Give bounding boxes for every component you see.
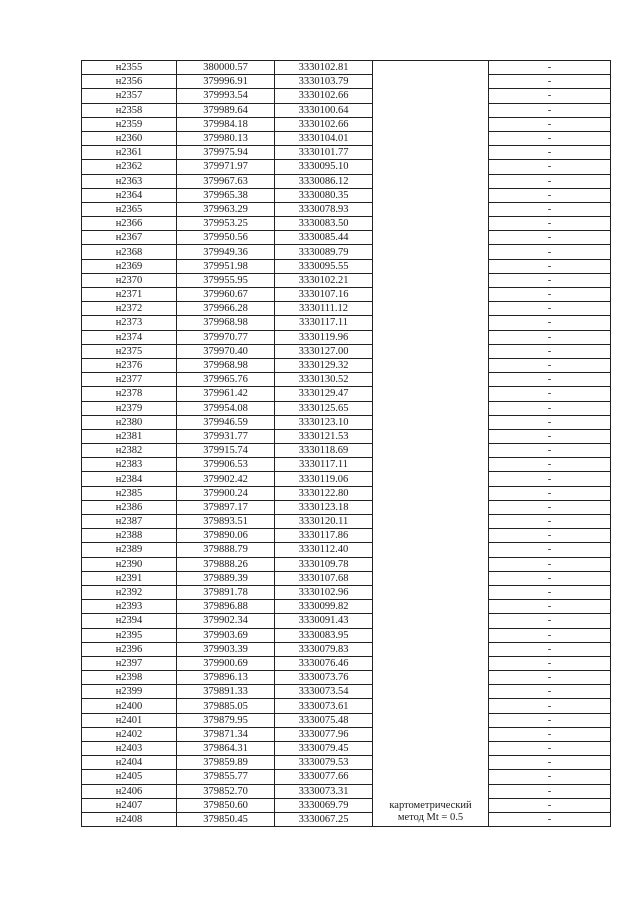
x-coordinate-cell: 379879.95 <box>177 713 275 727</box>
table-row <box>82 529 611 543</box>
dash-cell: - <box>489 160 611 174</box>
dash-cell: - <box>489 500 611 514</box>
dash-cell: - <box>489 174 611 188</box>
y-coordinate-cell: 3330086.12 <box>275 174 373 188</box>
table-row <box>82 117 611 131</box>
dash-cell: - <box>489 529 611 543</box>
table-row <box>82 444 611 458</box>
dash-cell: - <box>489 458 611 472</box>
y-coordinate-cell: 3330117.11 <box>275 316 373 330</box>
table-row <box>82 557 611 571</box>
x-coordinate-cell: 379850.60 <box>177 798 275 812</box>
point-id-cell: н2402 <box>82 727 177 741</box>
table-row <box>82 699 611 713</box>
table-row <box>82 671 611 685</box>
table-row <box>82 188 611 202</box>
y-coordinate-cell: 3330125.65 <box>275 401 373 415</box>
table-row <box>82 642 611 656</box>
point-id-cell: н2395 <box>82 628 177 642</box>
dash-cell: - <box>489 571 611 585</box>
y-coordinate-cell: 3330091.43 <box>275 614 373 628</box>
x-coordinate-cell: 379967.63 <box>177 174 275 188</box>
table-row <box>82 571 611 585</box>
x-coordinate-cell: 379980.13 <box>177 131 275 145</box>
dash-cell: - <box>489 89 611 103</box>
dash-cell: - <box>489 415 611 429</box>
method-line-1: картометрический <box>389 800 472 812</box>
y-coordinate-cell: 3330067.25 <box>275 812 373 826</box>
dash-cell: - <box>489 444 611 458</box>
table-row <box>82 358 611 372</box>
table-row <box>82 614 611 628</box>
dash-cell: - <box>489 387 611 401</box>
x-coordinate-cell: 379946.59 <box>177 415 275 429</box>
table-row <box>82 288 611 302</box>
point-id-cell: н2368 <box>82 245 177 259</box>
dash-cell: - <box>489 515 611 529</box>
point-id-cell: н2389 <box>82 543 177 557</box>
dash-cell: - <box>489 401 611 415</box>
y-coordinate-cell: 3330085.44 <box>275 231 373 245</box>
x-coordinate-cell: 379891.33 <box>177 685 275 699</box>
x-coordinate-cell: 379970.40 <box>177 344 275 358</box>
x-coordinate-cell: 379906.53 <box>177 458 275 472</box>
dash-cell: - <box>489 628 611 642</box>
dash-cell: - <box>489 671 611 685</box>
point-id-cell: н2387 <box>82 515 177 529</box>
y-coordinate-cell: 3330073.76 <box>275 671 373 685</box>
y-coordinate-cell: 3330130.52 <box>275 373 373 387</box>
x-coordinate-cell: 379955.95 <box>177 273 275 287</box>
y-coordinate-cell: 3330102.96 <box>275 585 373 599</box>
point-id-cell: н2391 <box>82 571 177 585</box>
x-coordinate-cell: 379902.42 <box>177 472 275 486</box>
y-coordinate-cell: 3330079.45 <box>275 742 373 756</box>
point-id-cell: н2399 <box>82 685 177 699</box>
point-id-cell: н2367 <box>82 231 177 245</box>
x-coordinate-cell: 379954.08 <box>177 401 275 415</box>
x-coordinate-cell: 379852.70 <box>177 784 275 798</box>
y-coordinate-cell: 3330080.35 <box>275 188 373 202</box>
y-coordinate-cell: 3330112.40 <box>275 543 373 557</box>
x-coordinate-cell: 379963.29 <box>177 202 275 216</box>
point-id-cell: н2394 <box>82 614 177 628</box>
point-id-cell: н2405 <box>82 770 177 784</box>
y-coordinate-cell: 3330083.95 <box>275 628 373 642</box>
y-coordinate-cell: 3330121.53 <box>275 429 373 443</box>
dash-cell: - <box>489 699 611 713</box>
dash-cell: - <box>489 614 611 628</box>
x-coordinate-cell: 379889.39 <box>177 571 275 585</box>
table-row <box>82 628 611 642</box>
y-coordinate-cell: 3330107.68 <box>275 571 373 585</box>
point-id-cell: н2360 <box>82 131 177 145</box>
y-coordinate-cell: 3330099.82 <box>275 600 373 614</box>
x-coordinate-cell: 379953.25 <box>177 217 275 231</box>
y-coordinate-cell: 3330104.01 <box>275 131 373 145</box>
y-coordinate-cell: 3330078.93 <box>275 202 373 216</box>
table-row <box>82 756 611 770</box>
table-row <box>82 401 611 415</box>
y-coordinate-cell: 3330109.78 <box>275 557 373 571</box>
table-row <box>82 174 611 188</box>
point-id-cell: н2382 <box>82 444 177 458</box>
dash-cell: - <box>489 812 611 826</box>
dash-cell: - <box>489 103 611 117</box>
table-row <box>82 415 611 429</box>
x-coordinate-cell: 379960.67 <box>177 288 275 302</box>
table-row <box>82 103 611 117</box>
point-id-cell: н2379 <box>82 401 177 415</box>
table-row <box>82 486 611 500</box>
dash-cell: - <box>489 472 611 486</box>
table-row <box>82 273 611 287</box>
dash-cell: - <box>489 685 611 699</box>
point-id-cell: н2372 <box>82 302 177 316</box>
point-id-cell: н2359 <box>82 117 177 131</box>
y-coordinate-cell: 3330073.31 <box>275 784 373 798</box>
y-coordinate-cell: 3330083.50 <box>275 217 373 231</box>
table-row <box>82 770 611 784</box>
y-coordinate-cell: 3330095.55 <box>275 259 373 273</box>
table-row <box>82 259 611 273</box>
point-id-cell: н2383 <box>82 458 177 472</box>
x-coordinate-cell: 379891.78 <box>177 585 275 599</box>
dash-cell: - <box>489 642 611 656</box>
point-id-cell: н2386 <box>82 500 177 514</box>
y-coordinate-cell: 3330079.83 <box>275 642 373 656</box>
coordinates-table-body <box>82 61 611 827</box>
point-id-cell: н2380 <box>82 415 177 429</box>
x-coordinate-cell: 379896.13 <box>177 671 275 685</box>
x-coordinate-cell: 379850.45 <box>177 812 275 826</box>
point-id-cell: н2371 <box>82 288 177 302</box>
table-row <box>82 344 611 358</box>
point-id-cell: н2397 <box>82 656 177 670</box>
dash-cell: - <box>489 188 611 202</box>
table-row <box>82 600 611 614</box>
y-coordinate-cell: 3330100.64 <box>275 103 373 117</box>
coordinates-table <box>81 60 611 827</box>
x-coordinate-cell: 379915.74 <box>177 444 275 458</box>
y-coordinate-cell: 3330117.86 <box>275 529 373 543</box>
x-coordinate-cell: 379888.79 <box>177 543 275 557</box>
point-id-cell: н2393 <box>82 600 177 614</box>
table-row <box>82 742 611 756</box>
y-coordinate-cell: 3330119.06 <box>275 472 373 486</box>
point-id-cell: н2400 <box>82 699 177 713</box>
x-coordinate-cell: 379965.38 <box>177 188 275 202</box>
y-coordinate-cell: 3330102.81 <box>275 61 373 75</box>
y-coordinate-cell: 3330127.00 <box>275 344 373 358</box>
y-coordinate-cell: 3330120.11 <box>275 515 373 529</box>
x-coordinate-cell: 379949.36 <box>177 245 275 259</box>
x-coordinate-cell: 379970.77 <box>177 330 275 344</box>
table-row <box>82 316 611 330</box>
point-id-cell: н2406 <box>82 784 177 798</box>
x-coordinate-cell: 379900.24 <box>177 486 275 500</box>
x-coordinate-cell: 379993.54 <box>177 89 275 103</box>
dash-cell: - <box>489 585 611 599</box>
point-id-cell: н2384 <box>82 472 177 486</box>
dash-cell: - <box>489 429 611 443</box>
point-id-cell: н2356 <box>82 75 177 89</box>
table-row <box>82 245 611 259</box>
y-coordinate-cell: 3330122.80 <box>275 486 373 500</box>
y-coordinate-cell: 3330077.66 <box>275 770 373 784</box>
dash-cell: - <box>489 302 611 316</box>
table-row <box>82 429 611 443</box>
table-row <box>82 713 611 727</box>
y-coordinate-cell: 3330107.16 <box>275 288 373 302</box>
dash-cell: - <box>489 656 611 670</box>
table-row <box>82 146 611 160</box>
point-id-cell: н2369 <box>82 259 177 273</box>
y-coordinate-cell: 3330111.12 <box>275 302 373 316</box>
dash-cell: - <box>489 600 611 614</box>
y-coordinate-cell: 3330076.46 <box>275 656 373 670</box>
x-coordinate-cell: 379975.94 <box>177 146 275 160</box>
table-row <box>82 784 611 798</box>
dash-cell: - <box>489 373 611 387</box>
point-id-cell: н2365 <box>82 202 177 216</box>
y-coordinate-cell: 3330102.66 <box>275 89 373 103</box>
table-row <box>82 472 611 486</box>
table-row <box>82 656 611 670</box>
y-coordinate-cell: 3330069.79 <box>275 798 373 812</box>
point-id-cell: н2385 <box>82 486 177 500</box>
dash-cell: - <box>489 770 611 784</box>
method-line-2: метод Mt = 0.5 <box>397 812 464 824</box>
x-coordinate-cell: 379950.56 <box>177 231 275 245</box>
x-coordinate-cell: 379996.91 <box>177 75 275 89</box>
dash-cell: - <box>489 330 611 344</box>
point-id-cell: н2370 <box>82 273 177 287</box>
x-coordinate-cell: 379971.97 <box>177 160 275 174</box>
point-id-cell: н2358 <box>82 103 177 117</box>
y-coordinate-cell: 3330129.47 <box>275 387 373 401</box>
table-row <box>82 160 611 174</box>
y-coordinate-cell: 3330103.79 <box>275 75 373 89</box>
y-coordinate-cell: 3330075.48 <box>275 713 373 727</box>
x-coordinate-cell: 379897.17 <box>177 500 275 514</box>
point-id-cell: н2403 <box>82 742 177 756</box>
point-id-cell: н2366 <box>82 217 177 231</box>
point-id-cell: н2392 <box>82 585 177 599</box>
table-row <box>82 500 611 514</box>
dash-cell: - <box>489 486 611 500</box>
table-row <box>82 387 611 401</box>
dash-cell: - <box>489 273 611 287</box>
table-row <box>82 231 611 245</box>
point-id-cell: н2378 <box>82 387 177 401</box>
point-id-cell: н2362 <box>82 160 177 174</box>
table-row <box>82 202 611 216</box>
point-id-cell: н2355 <box>82 61 177 75</box>
point-id-cell: н2401 <box>82 713 177 727</box>
table-row <box>82 685 611 699</box>
x-coordinate-cell: 379984.18 <box>177 117 275 131</box>
point-id-cell: н2381 <box>82 429 177 443</box>
table-row <box>82 75 611 89</box>
dash-cell: - <box>489 756 611 770</box>
x-coordinate-cell: 379965.76 <box>177 373 275 387</box>
dash-cell: - <box>489 131 611 145</box>
point-id-cell: н2361 <box>82 146 177 160</box>
dash-cell: - <box>489 288 611 302</box>
x-coordinate-cell: 379968.98 <box>177 316 275 330</box>
dash-cell: - <box>489 557 611 571</box>
table-row <box>82 89 611 103</box>
table-row <box>82 61 611 75</box>
table-row <box>82 458 611 472</box>
point-id-cell: н2373 <box>82 316 177 330</box>
table-row <box>82 798 611 812</box>
y-coordinate-cell: 3330095.10 <box>275 160 373 174</box>
dash-cell: - <box>489 713 611 727</box>
point-id-cell: н2376 <box>82 358 177 372</box>
x-coordinate-cell: 379931.77 <box>177 429 275 443</box>
x-coordinate-cell: 379888.26 <box>177 557 275 571</box>
dash-cell: - <box>489 727 611 741</box>
x-coordinate-cell: 379900.69 <box>177 656 275 670</box>
x-coordinate-cell: 379961.42 <box>177 387 275 401</box>
point-id-cell: н2404 <box>82 756 177 770</box>
x-coordinate-cell: 379903.69 <box>177 628 275 642</box>
point-id-cell: н2407 <box>82 798 177 812</box>
y-coordinate-cell: 3330123.18 <box>275 500 373 514</box>
x-coordinate-cell: 379855.77 <box>177 770 275 784</box>
x-coordinate-cell: 379968.98 <box>177 358 275 372</box>
x-coordinate-cell: 379903.39 <box>177 642 275 656</box>
dash-cell: - <box>489 798 611 812</box>
y-coordinate-cell: 3330073.54 <box>275 685 373 699</box>
point-id-cell: н2364 <box>82 188 177 202</box>
dash-cell: - <box>489 259 611 273</box>
x-coordinate-cell: 379859.89 <box>177 756 275 770</box>
x-coordinate-cell: 379864.31 <box>177 742 275 756</box>
point-id-cell: н2408 <box>82 812 177 826</box>
dash-cell: - <box>489 358 611 372</box>
point-id-cell: н2377 <box>82 373 177 387</box>
x-coordinate-cell: 379890.06 <box>177 529 275 543</box>
dash-cell: - <box>489 784 611 798</box>
table-row <box>82 131 611 145</box>
dash-cell: - <box>489 202 611 216</box>
y-coordinate-cell: 3330118.69 <box>275 444 373 458</box>
table-row <box>82 543 611 557</box>
method-cell <box>373 61 489 827</box>
y-coordinate-cell: 3330119.96 <box>275 330 373 344</box>
point-id-cell: н2396 <box>82 642 177 656</box>
x-coordinate-cell: 379893.51 <box>177 515 275 529</box>
table-row <box>82 330 611 344</box>
table-row <box>82 217 611 231</box>
dash-cell: - <box>489 75 611 89</box>
x-coordinate-cell: 379885.05 <box>177 699 275 713</box>
dash-cell: - <box>489 316 611 330</box>
table-row <box>82 373 611 387</box>
table-row <box>82 727 611 741</box>
y-coordinate-cell: 3330102.21 <box>275 273 373 287</box>
dash-cell: - <box>489 61 611 75</box>
y-coordinate-cell: 3330123.10 <box>275 415 373 429</box>
x-coordinate-cell: 379896.88 <box>177 600 275 614</box>
table-row <box>82 515 611 529</box>
x-coordinate-cell: 379966.28 <box>177 302 275 316</box>
x-coordinate-cell: 379989.64 <box>177 103 275 117</box>
point-id-cell: н2363 <box>82 174 177 188</box>
y-coordinate-cell: 3330117.11 <box>275 458 373 472</box>
point-id-cell: н2375 <box>82 344 177 358</box>
dash-cell: - <box>489 344 611 358</box>
x-coordinate-cell: 380000.57 <box>177 61 275 75</box>
table-row <box>82 585 611 599</box>
point-id-cell: н2398 <box>82 671 177 685</box>
dash-cell: - <box>489 231 611 245</box>
point-id-cell: н2357 <box>82 89 177 103</box>
dash-cell: - <box>489 543 611 557</box>
point-id-cell: н2388 <box>82 529 177 543</box>
y-coordinate-cell: 3330101.77 <box>275 146 373 160</box>
y-coordinate-cell: 3330089.79 <box>275 245 373 259</box>
point-id-cell: н2374 <box>82 330 177 344</box>
y-coordinate-cell: 3330102.66 <box>275 117 373 131</box>
table-row <box>82 812 611 826</box>
dash-cell: - <box>489 742 611 756</box>
y-coordinate-cell: 3330073.61 <box>275 699 373 713</box>
x-coordinate-cell: 379902.34 <box>177 614 275 628</box>
table-row <box>82 302 611 316</box>
dash-cell: - <box>489 245 611 259</box>
x-coordinate-cell: 379951.98 <box>177 259 275 273</box>
y-coordinate-cell: 3330077.96 <box>275 727 373 741</box>
y-coordinate-cell: 3330129.32 <box>275 358 373 372</box>
point-id-cell: н2390 <box>82 557 177 571</box>
dash-cell: - <box>489 217 611 231</box>
x-coordinate-cell: 379871.34 <box>177 727 275 741</box>
dash-cell: - <box>489 117 611 131</box>
y-coordinate-cell: 3330079.53 <box>275 756 373 770</box>
dash-cell: - <box>489 146 611 160</box>
